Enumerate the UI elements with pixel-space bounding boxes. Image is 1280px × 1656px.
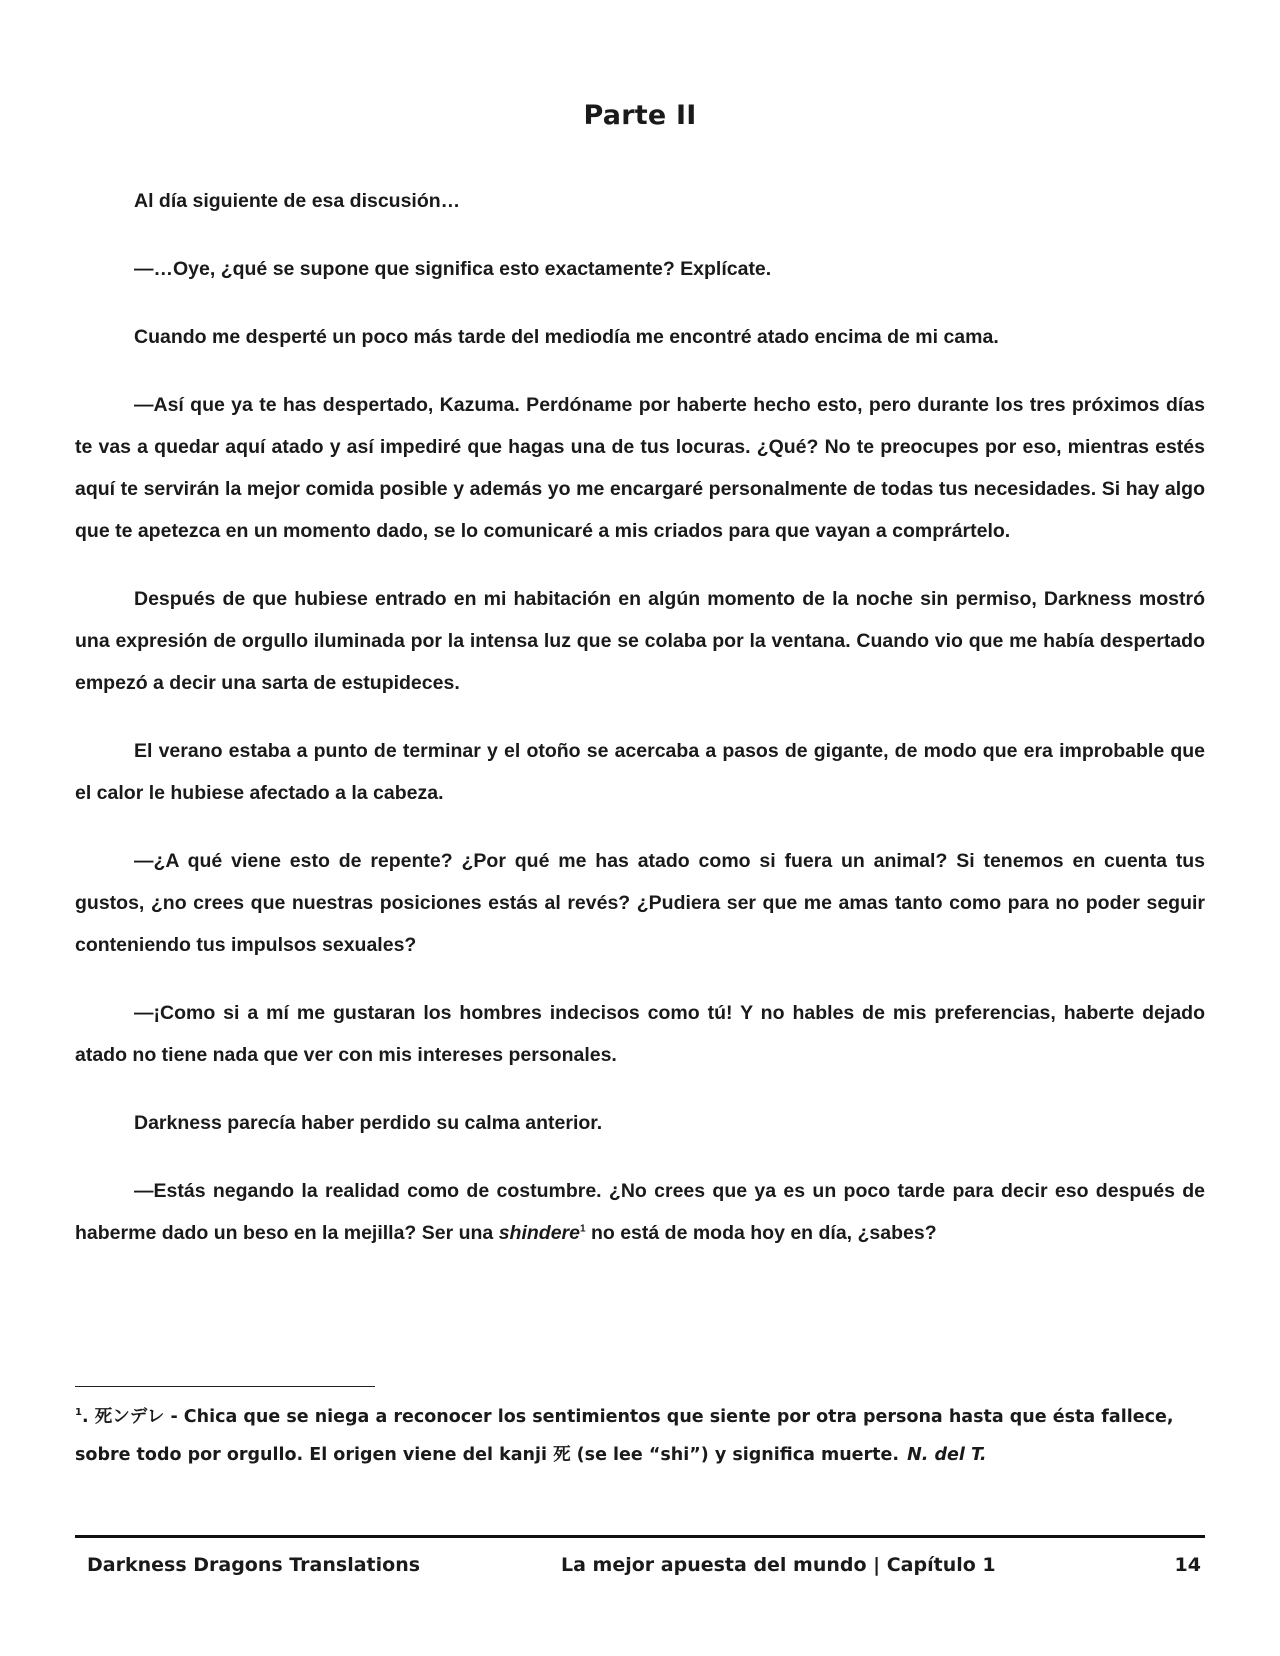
paragraph-last — [75, 1170, 1205, 1254]
footnote-reference[interactable]: 1 — [579, 1223, 586, 1235]
footer-translator: Darkness Dragons Translations — [87, 1554, 421, 1576]
footer-chapter: La mejor apuesta del mundo | Capítulo 1 — [561, 1554, 996, 1576]
paragraph-text: —Estás negando la realidad como de costumbre. ¿No crees que ya es un poco tarde para decir eso después de haberme dado un beso en la mejilla? Ser una — [75, 1180, 1205, 1244]
translator-note: N. del T. — [907, 1445, 987, 1465]
paragraph: —…Oye, ¿qué se supone que significa esto exactamente? Explícate. — [134, 258, 772, 280]
footnote-number: 1 — [75, 1407, 82, 1419]
footnote — [75, 1398, 1205, 1474]
paragraph: Después de que hubiese entrado en mi habitación en algún momento de la noche sin permiso, Darkness mostró una expresión de orgullo iluminada por la intensa luz que se colaba por la ventana. Cuando vio que me había despertado empezó a decir una sarta de estupideces. — [75, 588, 1205, 694]
paragraph: Darkness parecía haber perdido su calma anterior. — [134, 1112, 603, 1134]
page-footer — [75, 1545, 1205, 1585]
footer-divider — [75, 1535, 1205, 1538]
paragraph: —¿A qué viene esto de repente? ¿Por qué me has atado como si fuera un animal? Si tenemos en cuenta tus gustos, ¿no crees que nuestras posiciones estás al revés? ¿Pudiera ser que me amas tanto como para no poder seguir conteniendo tus impulsos sexuales? — [75, 850, 1205, 956]
paragraph: —Así que ya te has despertado, Kazuma. Perdóname por haberte hecho esto, pero durante los tres próximos días te vas a quedar aquí atado y así impediré que hagas una de tus locuras. ¿Qué? No te preocupes por eso, mientras estés aquí te servirán la mejor comida posible y además yo me encargaré personalmente de todas tus necesidades. Si hay algo que te apetezca en un momento dado, se lo comunicaré a mis criados para que vayan a comprártelo. — [75, 394, 1205, 542]
paragraph: Cuando me desperté un poco más tarde del mediodía me encontré atado encima de mi cama. — [134, 326, 999, 348]
section-title: Parte II — [583, 100, 697, 131]
paragraph: Al día siguiente de esa discusión… — [134, 190, 461, 212]
emphasized-term: shindere — [498, 1222, 580, 1244]
paragraph: El verano estaba a punto de terminar y el otoño se acercaba a pasos de gigante, de modo que era improbable que el calor le hubiese afectado a la cabeza. — [75, 740, 1205, 804]
paragraph: —¡Como si a mí me gustaran los hombres indecisos como tú! Y no hables de mis preferencias, haberte dejado atado no tiene nada que ver con mis intereses personales. — [75, 1002, 1205, 1066]
body-text — [75, 180, 1205, 1280]
footnote-divider — [75, 1386, 375, 1387]
page-number: 14 — [1174, 1554, 1201, 1576]
footnote-text: . 死ンデレ - Chica que se niega a reconocer los sentimientos que siente por otra persona hasta que ésta fallece, sobre todo por orgullo. El origen viene del kanji 死 (se lee “shi”) y significa muerte. — [75, 1407, 1174, 1465]
paragraph-text: no está de moda hoy en día, ¿sabes? — [585, 1222, 937, 1244]
